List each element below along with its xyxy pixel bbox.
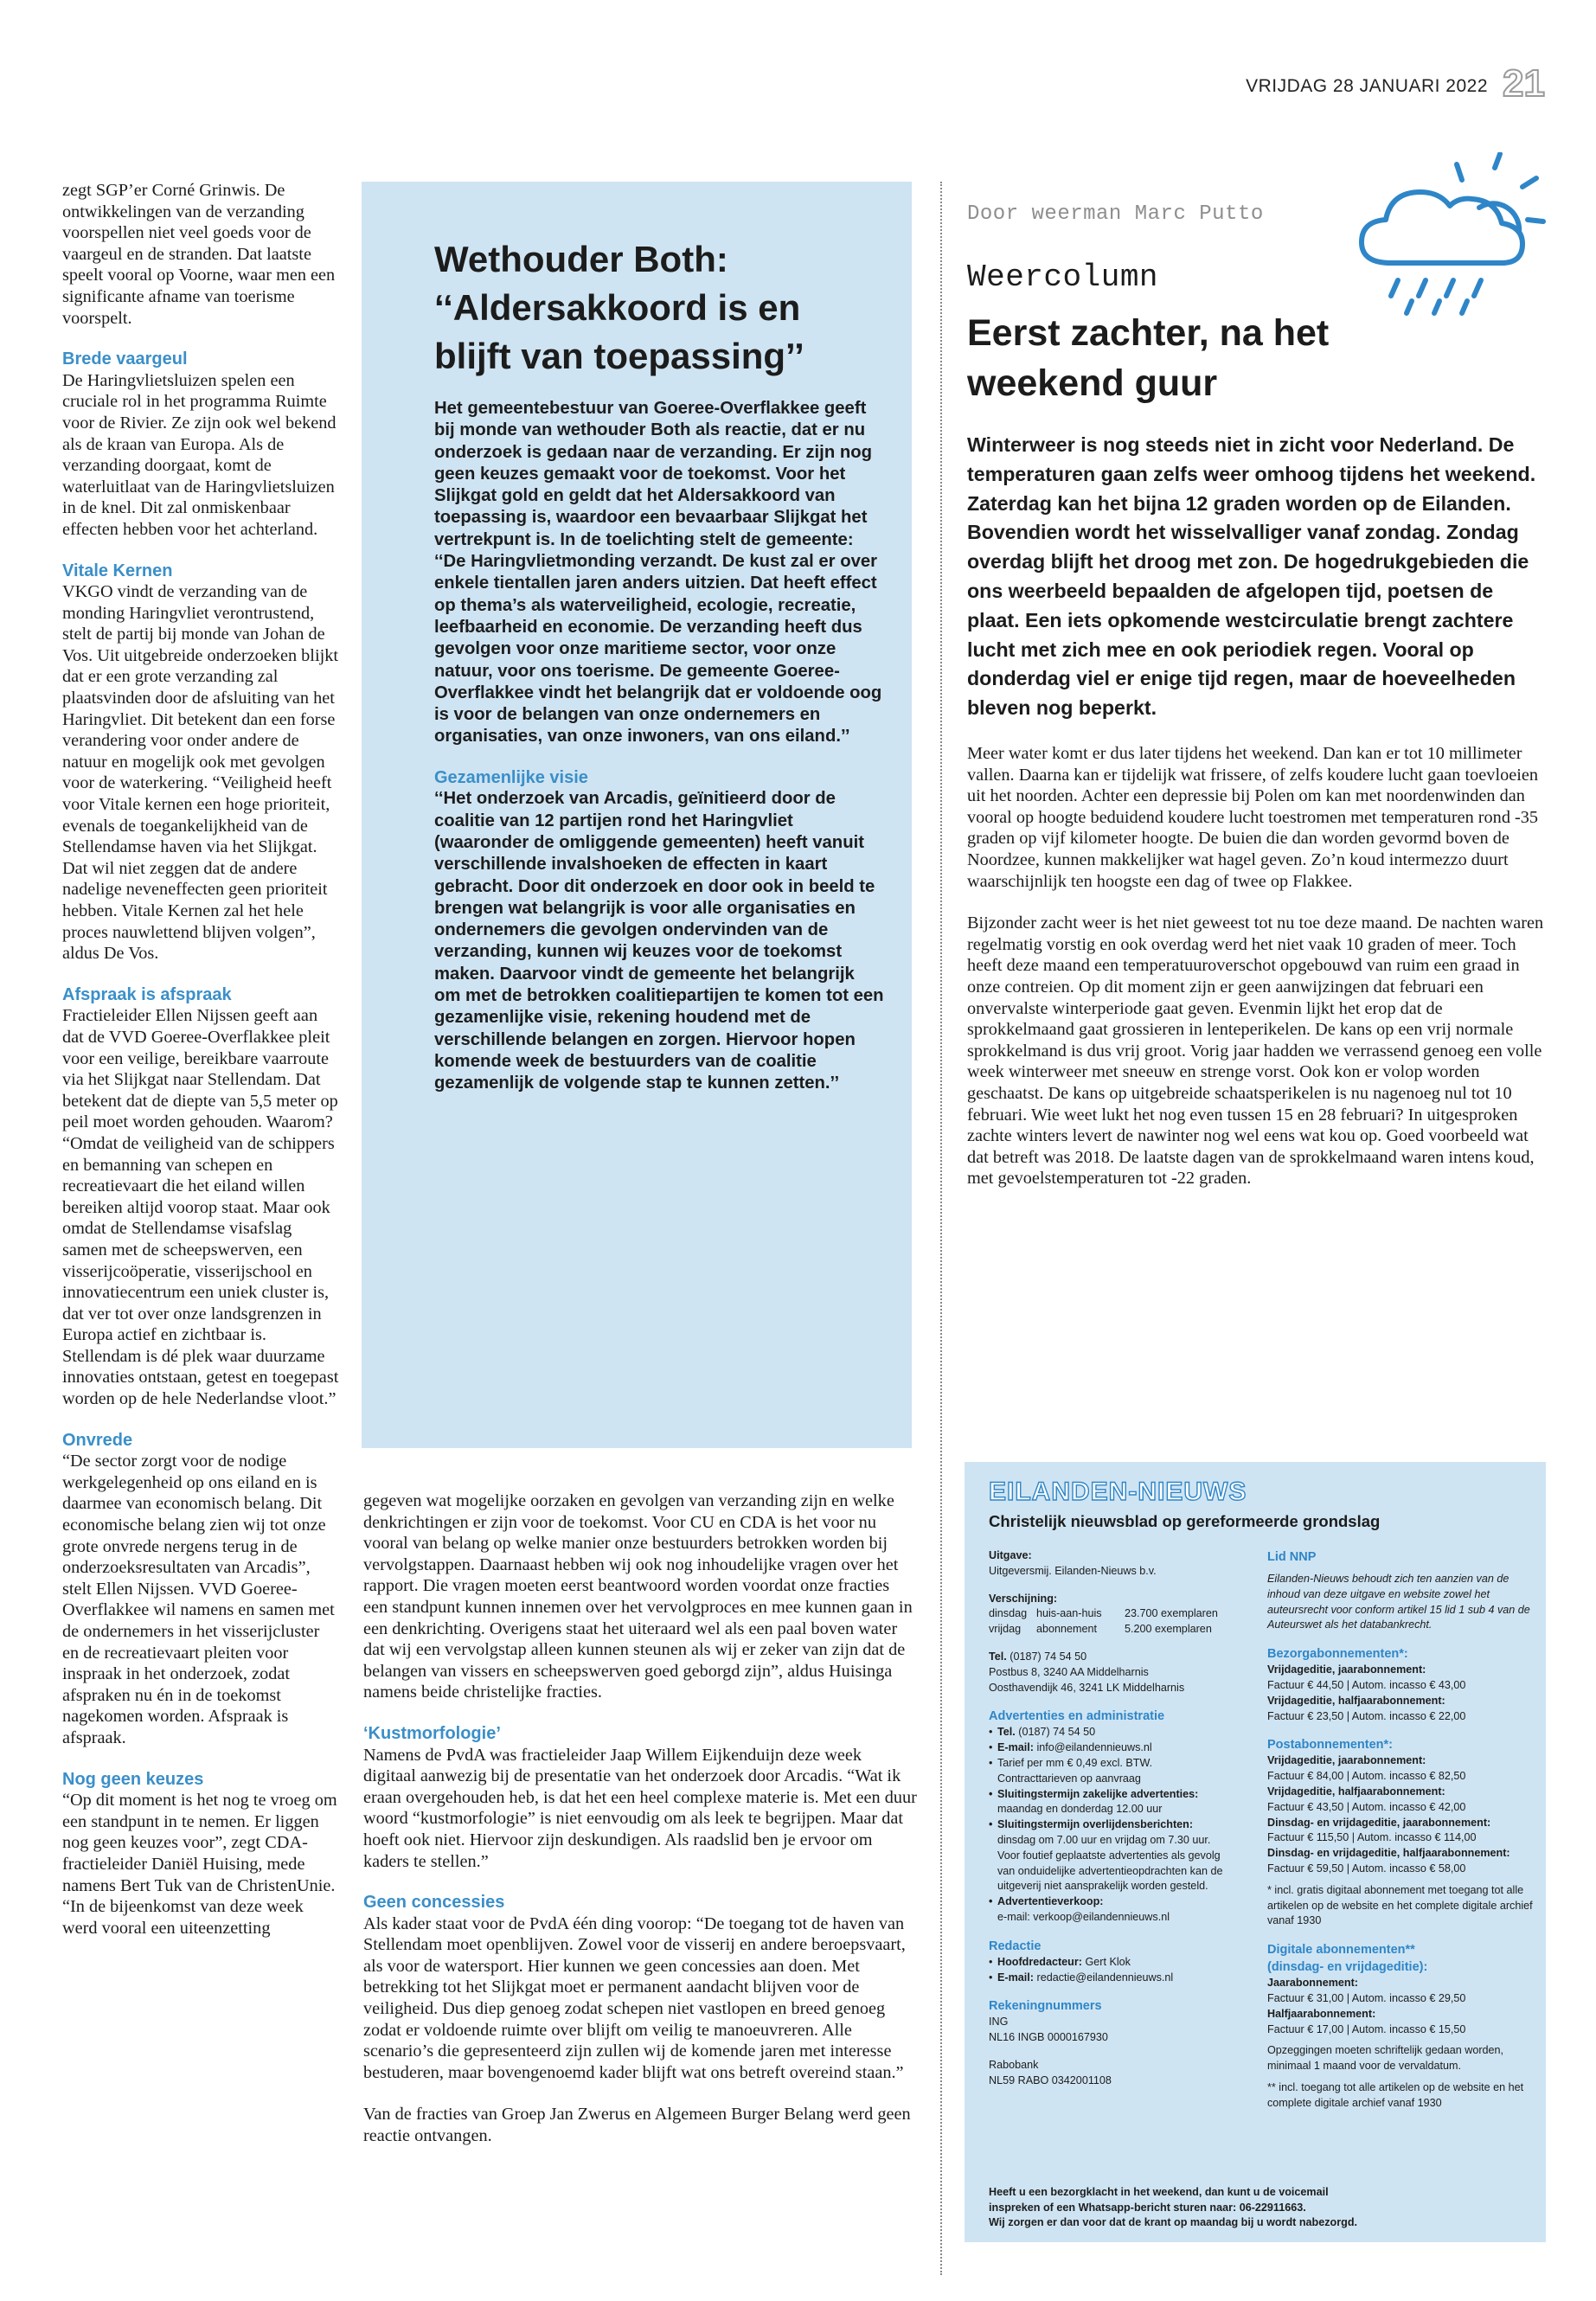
article-column-left [62,180,339,1939]
complaint-line: Heeft u een bezorgklacht in het weekend, dan kunt u de voicemail [989,2186,1329,2198]
quote-paragraph: Het gemeentebestuur van Goeree-Overflakkee geeft bij monde van wethouder Both als reactie, dat er nu onderzoek is gedaan naar de verzanding. Er zijn nog geen keuzes gemaakt voor de toekomst. Voor het Slijkgat gold en geldt dat het Aldersakkoord van toepassing is, waardoor een bevaarbaar Slijkgat het vertrekpunt is. In de toelichting stelt de gemeente: ‘‘De Haringvlietmonding verzandt. De kust zal er over enkele tientallen jaren anders uitzien. Dat heeft effect op thema’s als waterveiligheid, ecologie, recreatie, leefbaarheid en economie. De verzanding heeft dus gevolgen voor onze maritieme sector, voor onze natuur, voor ons toerisme. De gemeente Goeree-Overflakkee vindt het belangrijk dat er voldoende oog is voor de belangen van onze ondernemers en organisaties, van onze inwoners, van ons eiland.’’ [434,399,882,747]
weather-author: Door weerman Marc Putto [967,202,1264,226]
quote-box-body [434,398,884,1095]
bank-iban: NL16 INGB 0000167930 [989,2031,1108,2044]
colophon-item: Contracttarieven op aanvraag [997,1772,1141,1785]
subscription-label: Vrijdageditie, jaarabonnement: [1267,1663,1426,1676]
article-paragraph: Namens de PvdA was fractieleider Jaap Willem Eijkenduijn deze week digitaal aanwezig bij de presentatie van het onderzoek door Arcadis. “Wat ik eraan overgehouden heb, is dat het een heel complexe materie is. Met een duur woord “kustmorfologie” is niet eenvoudig om als leek te begrijpen. Maar dat hoeft ook niet. Hiervoor zijn deskundigen. Als raadslid ben je ervoor om kaders te stellen.” [363,1745,917,1871]
subscription-note: Opzeggingen moeten schriftelijk gedaan worden, minimaal 1 maand voor de vervaldatum. [1267,2044,1504,2073]
quote-paragraph: ‘‘Het onderzoek van Arcadis, geïnitieerd door de coalitie van 12 partijen rond het Haringvliet (waaronder de omliggende gemeenten) heeft vanuit verschillende invalshoeken de effecten in kaart gebracht. Door dit onderzoek en door ook in beeld te brengen wat belangrijk is voor alle organisaties en ondernemers die gevolgen ondervinden van de verzanding, kunnen wij keuzes voor de toekomst maken. Daarvoor vindt de gemeente het belangrijk om met de betrokken coalitiepartijen te komen tot een gezamenlijke visie, rekening houdend met de verschillende belangen en zorgen. Hiervoor hopen komende week de bestuurders van de coalitie gezamenlijk de volgende stap te kunnen zetten.’’ [434,789,884,1093]
colophon-item: Voor foutief geplaatste advertenties als gevolg [997,1849,1221,1862]
colophon-email[interactable]: e-mail: verkoop@eilandennieuws.nl [997,1910,1170,1923]
subscription-price: Factuur € 84,00 | Autom. incasso € 82,50 [1267,1770,1466,1783]
section-heading: Onvrede [62,1430,133,1450]
colophon-item: dinsdag om 7.00 uur en vrijdag om 7.30 uur. [997,1833,1211,1846]
article-paragraph: Fractieleider Ellen Nijssen geeft aan dat de VVD Goeree-Overflakkee pleit voor een veilige, bereikbare vaarroute via het Slijkgat naar Stellendam. Dat betekent dat de diepte van 5,5 meter op peil moet worden gehouden. Waarom? “Omdat de veiligheid van de schippers en bemanning van schepen en recreatievaart die het eiland willen bereiken altijd voorop staat. Maar ook omdat de Stellendamse visafslag samen met de scheepswerven, een visserijcoöperatie, visserijschool en innovatiecentrum een uniek cluster is, dat ver tot over onze landsgrenzen in Europa actief en zichtbaar is. Stellendam is dé plek waar duurzame innovaties ontstaan, getest en toegepast worden op de hele Nederlandse vloot.” [62,1006,339,1409]
subscription-price: Factuur € 115,50 | Autom. incasso € 114,00 [1267,1831,1477,1844]
newspaper-logo: EILANDEN-NIEUWS [989,1477,1247,1506]
colophon-item: • Hoofdredacteur: Gert Klok [989,1955,1248,1971]
colophon-heading: Advertenties en administratie [989,1709,1165,1724]
page-number: 21 [1503,62,1545,105]
subscription-price: Factuur € 31,00 | Autom. incasso € 29,50 [1267,1991,1466,2004]
bank-name: ING [989,2016,1009,2029]
circulation-row [989,1606,1248,1622]
section-heading: ‘Kustmorfologie’ [363,1723,501,1743]
colophon-item: • Tarief per mm € 0,49 excl. BTW. [989,1756,1248,1772]
circulation-count: 23.700 exemplaren [1125,1607,1218,1620]
article-paragraph: “Op dit moment is het nog te vroeg om een standpunt in te nemen. Er liggen nog geen keuzes voor”, zegt CDA-fractieleider Daniël Huising, mede namens Bert Tuk van de ChristenUnie. “In de bijeenkomst van deze week werd vooral een uiteenzetting [62,1791,337,1938]
section-heading: Gezamenlijke visie [434,767,588,787]
subscription-label: Dinsdag- en vrijdageditie, jaarabonnement: [1267,1816,1491,1829]
quote-box [362,182,912,1448]
article-section [62,1430,339,1749]
article-section [62,984,339,1410]
section-heading: Afspraak is afspraak [62,984,232,1004]
section-heading: Vitale Kernen [62,561,173,580]
subscription-label: Jaarabonnement: [1267,1977,1358,1990]
article-paragraph: gegeven wat mogelijke oorzaken en gevolgen van verzanding zijn en welke denkrichtingen er zijn voor de toekomst. Voor CU en CDA is het voor nu vooral van belang op welke manier onze bestuurders betrokken worden bij vervolgstappen. Daarnaast hebben wij ook nog inhoudelijke vragen over het rapport. Die vragen moeten eerst beantwoord worden voordat onze fracties een standpunt kunnen innemen over het vervolgproces en mee kunnen gaan in een denkrichting. Overigens staat het uiteraard wel als een paal boven water dat wij een vervolgstap alleen kunnen steunen als wij er zeker van zijn dat de belangen van vissers en scheepswerven goed geborgd zijn”, aldus Huisinga namens beide christelijke fracties. [363,1491,913,1702]
weather-body [967,743,1548,1189]
issue-date: VRIJDAG 28 JANUARI 2022 [1246,76,1488,96]
bank-name: Rabobank [989,2058,1039,2071]
bank-iban: NL59 RABO 0342001108 [989,2073,1112,2086]
article-section [363,1723,917,1872]
colophon-heading: Digitale abonnementen** [1267,1943,1415,1958]
weather-kicker: Weercolumn [967,260,1159,295]
colophon-box [965,1462,1546,2242]
colophon-label: Uitgave: [989,1549,1032,1561]
circulation-type: abonnement [1036,1623,1098,1636]
subscription-price: Factuur € 43,50 | Autom. incasso € 42,00 [1267,1800,1466,1813]
colophon-heading: Bezorgabonnementen*: [1267,1647,1408,1662]
section-heading: Brede vaargeul [62,349,188,369]
subscription-price: Factuur € 44,50 | Autom. incasso € 43,00 [1267,1678,1466,1691]
subscription-price: Factuur € 23,50 | Autom. incasso € 22,00 [1267,1709,1466,1722]
complaint-notice [989,2185,1534,2231]
colophon-item: van onduidelijke advertentieopdrachten kan de [997,1864,1223,1877]
section-heading: Nog geen keuzes [62,1769,204,1789]
article-section [62,349,339,540]
colophon-left [989,1548,1248,2089]
colophon-right [1267,1548,1535,2112]
colophon-text: Uitgeversmij. Eilanden-Nieuws b.v. [989,1564,1157,1577]
colophon-heading: Lid NNP [1267,1550,1317,1564]
article-section [62,561,339,965]
column-divider [940,182,942,2275]
subscription-label: Vrijdageditie, halfjaarabonnement: [1267,1694,1445,1707]
colophon-label: Verschijning: [989,1592,1058,1605]
subscription-note: * incl. gratis digitaal abonnement met toegang tot alle artikelen op de website en het complete digitale archief vanaf 1930 [1267,1883,1533,1927]
weather-lead: Winterweer is nog steeds niet in zicht voor Nederland. De temperaturen gaan zelfs weer omhoog tijdens het weekend. Zaterdag kan het bijna 12 graden worden op de Eilanden. Bovendien wordt het wisselvalliger vanaf zondag. Zondag overdag blijft het droog met zon. De hogedrukgebieden die ons weerbeeld bepaalden de afgelopen tijd, poetsen de plaat. Een iets opkomende westcirculatie brengt zachtere lucht met zich mee en ook periodiek regen. Vooral op donderdag viel er enige tijd regen, maar de hoeveelheden bleven nog beperkt. [967,433,1536,720]
section-heading: Geen concessies [363,1893,505,1913]
complaint-line: inspreken of een Whatsapp-bericht sturen naar: 06-22911663. [989,2201,1306,2214]
subscription-label: Halfjaarabonnement: [1267,2007,1376,2020]
colophon-item: • Advertentieverkoop: [989,1894,1248,1910]
subscription-price: Factuur € 59,50 | Autom. incasso € 58,00 [1267,1862,1466,1875]
weather-headline: Eerst zachter, na het weekend guur [967,312,1330,404]
circulation-day: dinsdag [989,1607,1028,1620]
subscription-label: Vrijdageditie, halfjaarabonnement: [1267,1785,1445,1798]
copyright-notice: Eilanden-Nieuws behoudt zich ten aanzien van de inhoud van deze uitgave en website zowel het auteursrecht voor conform artikel 15 lid 1 sub 4 van de Auteurswet als het databankrecht. [1267,1573,1530,1631]
weather-cloud-sun-rain-icon [1349,152,1557,325]
colophon-address: Postbus 8, 3240 AA Middelharnis [989,1665,1149,1678]
article-paragraph: zegt SGP’er Corné Grinwis. De ontwikkelingen van de verzanding voorspellen niet veel goeds voor de vaargeul en de stranden. Dat laatste speelt vooral op Voorne, waar men een significante afname van toerisme voorspelt. [62,181,336,328]
article-section [62,1769,339,1939]
colophon-email[interactable]: • E-mail: info@eilandennieuws.nl [989,1740,1248,1756]
circulation-count: 5.200 exemplaren [1125,1623,1212,1636]
article-paragraph: Van de fracties van Groep Jan Zwerus en Algemeen Burger Belang werd geen reactie ontvangen. [363,2105,911,2146]
colophon-heading: Rekeningnummers [989,1999,1102,2014]
colophon-item: maandag en donderdag 12.00 uur [997,1803,1163,1816]
article-column-middle [363,1490,917,2147]
subscription-label: Dinsdag- en vrijdageditie, halfjaarabonnement: [1267,1847,1510,1860]
subscription-note: ** incl. toegang tot alle artikelen op de website en het complete digitale archief vanaf 1930 [1267,2080,1524,2109]
colophon-item: uitgeverij niet aansprakelijk worden gesteld. [997,1880,1208,1893]
article-paragraph: “De sector zorgt voor de nodige werkgelegenheid op ons eiland en is daarmee van economisch belang. Dit economische belang zien wij tot onze grote onvrede nergens terug in de onderzoeksresultaten van Arcadis”, stelt Ellen Nijssen. VVD Goeree-Overflakkee wil namens en samen met de ondernemers in het visserijcluster en de recreatievaart pleiten voor inspraak in het onderzoek, zodat afspraken nu én in de toekomst nagekomen worden. Afspraak is afspraak. [62,1452,335,1747]
article-paragraph: VKGO vindt de verzanding van de monding Haringvliet verontrustend, stelt de partij bij monde van Johan de Vos. Uit uitgebreide onderzoeken blijkt dat er een grote verzanding zal plaatsvinden door de afsluiting van het Haringvliet. Dit betekent dan een forse verandering voor onder andere de natuur en mogelijk ook met gevolgen voor de waterkering. “Veiligheid heeft voor Vitale kernen een hoge prioriteit, evenals de toegankelijkheid van de Stellendamse haven via het Slijkgat. Dat wil niet zeggen dat de andere nadelige neveneffecten geen prioriteit hebben. Vitale Kernen zal het hele proces nauwlettend blijven volgen”, aldus De Vos. [62,582,338,964]
article-section [363,1892,917,2083]
colophon-heading: Redactie [989,1939,1042,1953]
colophon-heading: (dinsdag- en vrijdageditie): [1267,1960,1428,1975]
circulation-day: vrijdag [989,1623,1022,1636]
article-paragraph: De Haringvlietsluizen spelen een cruciale rol in het programma Ruimte voor de Rivier. Ze zijn ook wel bekend als de kraan van Europa. Als de verzanding doorgaat, komt de waterluitlaat van de Haringvlietsluizen in de knel. Dit zal onmiskenbaar effecten hebben voor het achterland. [62,370,337,539]
complaint-line: Wij zorgen er dan voor dat de krant op maandag bij u wordt nabezorgd. [989,2216,1358,2228]
colophon-item: • Tel. (0187) 74 54 50 [989,1725,1248,1740]
article-paragraph: Bijzonder zacht weer is het niet geweest tot nu toe deze maand. De nachten waren regelmatig vorstig en ook overdag werd het niet vaak 10 graden of meer. Toch heeft deze maand een temperatuuroverschot opgebouwd van ruim een graad in onze contreien. Op dit moment zijn er geen aanwijzingen dat februari een onvervalste winterperiode gaat geven. Evenmin lijkt het erop dat de sprokkelmaand gaat grossieren in lenteperikelen. De kans op een vrij normale sprokkelmand is dus vrij groot. Vorig jaar hadden we verrassend genoeg een volle week winterweer met sneeuw en strenge vorst. Ook kon er volop worden geschaatst. De kans op uitgebreide schaatsperikelen is nu nagenoeg nul tot 10 februari. Wie weet lukt het nog even tussen 15 en 28 februari? In uitgesproken zachte winters levert de nawinter nog wel eens wat kou op. Goed voorbeeld wat dat betreft was 2018. De laatste dagen van de sprokkelmaand waren intens koud, met gevoelstemperaturen tot -22 graden. [967,913,1544,1189]
subscription-price: Factuur € 17,00 | Autom. incasso € 15,50 [1267,2022,1466,2035]
newspaper-subtitle: Christelijk nieuwsblad op gereformeerde grondslag [989,1512,1381,1530]
colophon-email[interactable]: • E-mail: redactie@eilandennieuws.nl [989,1971,1248,1986]
colophon-item: • Sluitingstermijn zakelijke advertenties: [989,1787,1248,1803]
colophon-phone: Tel. (0187) 74 54 50 [989,1650,1087,1663]
colophon-heading: Postabonnementen*: [1267,1738,1394,1753]
subscription-label: Vrijdageditie, jaarabonnement: [1267,1754,1426,1767]
colophon-address: Oosthavendijk 46, 3241 LK Middelharnis [989,1681,1185,1694]
article-paragraph: Als kader staat voor de PvdA één ding voorop: “De toegang tot de haven van Stellendam moet openblijven. Zowel voor de visserij en andere beroepsvaart, als voor de watersport. Hier kunnen we geen concessies aan doen. Met betrekking tot het Slijkgat moet er permanent aandacht blijven voor de veiligheid. Dus diep genoeg zodat schepen niet vastlopen en breed genoeg zodat er voldoende ruimte over blijft om veilig te manoeuvreren. Alle scenario’s die gepresenteerd zijn zullen wij de komende jaren met interesse bestuderen, maar bovengenoemd kader blijft wat ons betreft overeind staan.” [363,1913,906,2082]
circulation-type: huis-aan-huis [1036,1607,1102,1620]
colophon-item: • Sluitingstermijn overlijdensberichten: [989,1817,1248,1833]
circulation-row [989,1622,1248,1638]
quote-box-title: Wethouder Both: ‘‘Aldersakkoord is en blijft van toepassing’’ [434,239,804,376]
article-paragraph: Meer water komt er dus later tijdens het weekend. Dan kan er tot 10 millimeter vallen. Daarna kan er tijdelijk wat frissere, of zelfs koudere lucht gaan toevloeien uit het noorden. Achter een depressie bij Polen om kan met noordenwinden dan vooral op hoogte beduidend koudere lucht toestromen met temperaturen rond -35 graden op vijf kilometer hoogte. De buien die dan worden gevormd boven de Noordzee, kunnen makkelijker wat hagel geven. Zo’n koud intermezzo duurt waarschijnlijk ten hoogste een dag of twee op Flakkee. [967,744,1539,891]
